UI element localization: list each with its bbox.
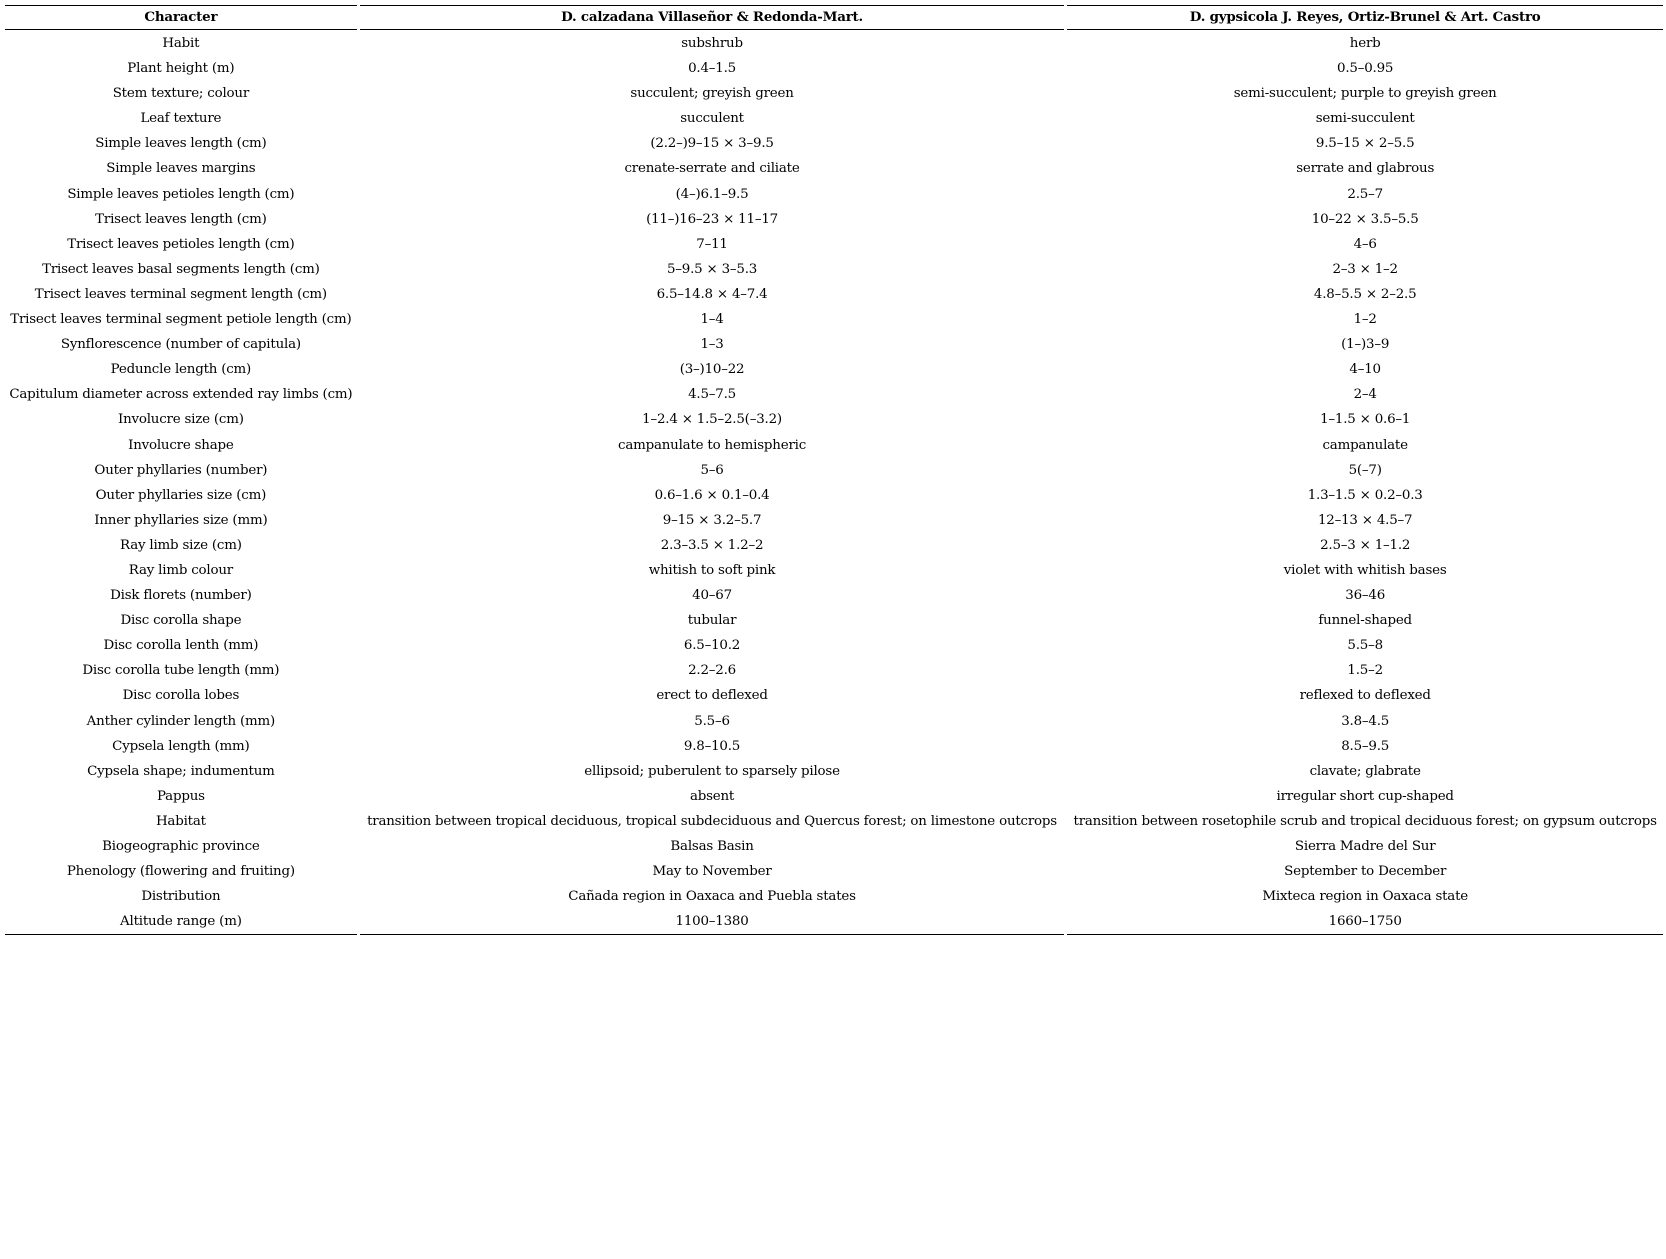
table-body bbox=[5, 30, 1663, 935]
character-cell: Trisect leaves terminal segment petiole length (cm) bbox=[10, 312, 352, 328]
character-cell: Ray limb colour bbox=[128, 562, 233, 578]
table-row bbox=[5, 784, 1663, 809]
calzadana-cell: erect to deflexed bbox=[656, 688, 768, 704]
character-cell: Disc corolla tube length (mm) bbox=[82, 663, 280, 679]
character-cell: Cypsela length (mm) bbox=[112, 738, 250, 754]
calzadana-cell: campanulate to hemispheric bbox=[618, 437, 807, 453]
calzadana-cell: 9–15 × 3.2–5.7 bbox=[662, 512, 762, 528]
gypsicola-cell: 4–10 bbox=[1349, 362, 1381, 378]
table-row bbox=[5, 658, 1663, 683]
calzadana-cell: absent bbox=[689, 788, 735, 804]
character-cell: Habitat bbox=[155, 813, 206, 829]
character-cell: Distribution bbox=[141, 889, 221, 905]
table-row bbox=[5, 759, 1663, 784]
gypsicola-cell: 12–13 × 4.5–7 bbox=[1317, 512, 1413, 528]
calzadana-cell: 7–11 bbox=[696, 236, 728, 252]
header-d-gypsicola: D. gypsicola J. Reyes, Ortiz-Brunel & Art. Castro bbox=[1067, 5, 1663, 30]
table-row bbox=[5, 683, 1663, 708]
gypsicola-cell: reflexed to deflexed bbox=[1299, 688, 1431, 704]
gypsicola-cell: (1–)3–9 bbox=[1341, 337, 1390, 353]
calzadana-cell: 5–9.5 × 3–5.3 bbox=[666, 261, 758, 277]
character-cell: Phenology (flowering and fruiting) bbox=[66, 864, 295, 880]
calzadana-cell: (11–)16–23 × 11–17 bbox=[646, 211, 778, 227]
character-cell: Involucre size (cm) bbox=[117, 412, 244, 428]
calzadana-cell: 1–3 bbox=[700, 337, 724, 353]
gypsicola-cell: Sierra Madre del Sur bbox=[1294, 839, 1436, 854]
table-row bbox=[5, 81, 1663, 106]
header-character: Character bbox=[5, 5, 357, 30]
calzadana-cell: subshrub bbox=[681, 36, 743, 51]
gypsicola-cell: transition between rosetophile scrub and tropical deciduous forest; on gypsum outcrops bbox=[1073, 813, 1657, 829]
gypsicola-cell: 1–2 bbox=[1353, 312, 1377, 328]
calzadana-cell: 5.5–6 bbox=[694, 713, 730, 729]
gypsicola-cell: 1–1.5 × 0.6–1 bbox=[1320, 412, 1411, 428]
calzadana-cell: 5–6 bbox=[700, 462, 724, 478]
gypsicola-cell: 5(–7) bbox=[1348, 462, 1382, 478]
gypsicola-cell: irregular short cup-shaped bbox=[1276, 788, 1454, 804]
gypsicola-cell: 5.5–8 bbox=[1347, 638, 1383, 654]
character-cell: Cypsela shape; indumentum bbox=[87, 763, 275, 779]
gypsicola-cell: 1.3–1.5 × 0.2–0.3 bbox=[1307, 487, 1423, 503]
gypsicola-cell: 4.8–5.5 × 2–2.5 bbox=[1313, 286, 1417, 302]
table-row bbox=[5, 834, 1663, 859]
gypsicola-cell: semi-succulent bbox=[1315, 111, 1415, 127]
table-row bbox=[5, 156, 1663, 181]
table-row bbox=[5, 709, 1663, 734]
table-row bbox=[5, 131, 1663, 156]
character-cell: Anther cylinder length (mm) bbox=[86, 713, 276, 729]
gypsicola-cell: 8.5–9.5 bbox=[1341, 738, 1390, 754]
character-cell: Trisect leaves basal segments length (cm) bbox=[42, 261, 320, 277]
gypsicola-cell: campanulate bbox=[1322, 437, 1408, 453]
calzadana-cell: (2.2–)9–15 × 3–9.5 bbox=[650, 136, 774, 152]
character-cell: Simple leaves petioles length (cm) bbox=[67, 186, 295, 202]
character-cell: Habit bbox=[162, 36, 200, 51]
character-cell: Ray limb size (cm) bbox=[120, 537, 242, 553]
calzadana-cell: (3–)10–22 bbox=[679, 362, 745, 378]
character-cell: Pappus bbox=[156, 788, 205, 804]
calzadana-cell: 1100–1380 bbox=[360, 909, 1065, 935]
character-cell: Disk florets (number) bbox=[110, 588, 252, 604]
gypsicola-cell: 36–46 bbox=[1345, 588, 1386, 604]
table-row bbox=[5, 558, 1663, 583]
character-cell: Involucre shape bbox=[128, 437, 234, 453]
table-row bbox=[5, 307, 1663, 332]
character-cell: Trisect leaves length (cm) bbox=[95, 211, 267, 227]
character-cell: Peduncle length (cm) bbox=[110, 362, 252, 378]
gypsicola-cell: 9.5–15 × 2–5.5 bbox=[1315, 136, 1415, 152]
calzadana-cell: transition between tropical deciduous, tropical subdeciduous and Quercus forest; on limestone outcrops bbox=[367, 813, 1057, 829]
table-row bbox=[5, 483, 1663, 508]
calzadana-cell: 6.5–10.2 bbox=[683, 638, 741, 654]
character-cell: Capitulum diameter across extended ray limbs (cm) bbox=[9, 387, 353, 403]
character-cell: Simple leaves margins bbox=[106, 161, 256, 177]
table-row bbox=[5, 633, 1663, 658]
character-cell: Outer phyllaries size (cm) bbox=[95, 487, 267, 503]
table-row bbox=[5, 608, 1663, 633]
calzadana-cell: 4.5–7.5 bbox=[688, 387, 736, 403]
calzadana-cell: 2.3–3.5 × 1.2–2 bbox=[660, 537, 764, 553]
header-d-calzadana: D. calzadana Villaseñor & Redonda-Mart. bbox=[360, 5, 1065, 30]
character-cell: Disc corolla lobes bbox=[122, 688, 240, 704]
table-header bbox=[5, 5, 1663, 30]
gypsicola-cell: serrate and glabrous bbox=[1296, 161, 1435, 177]
gypsicola-cell: September to December bbox=[1284, 864, 1447, 880]
character-cell: Synflorescence (number of capitula) bbox=[60, 337, 301, 353]
gypsicola-cell: herb bbox=[1349, 36, 1381, 51]
table-row bbox=[5, 106, 1663, 131]
table-row bbox=[5, 433, 1663, 458]
table-row bbox=[5, 809, 1663, 834]
gypsicola-cell: 4–6 bbox=[1353, 236, 1377, 252]
character-cell: Stem texture; colour bbox=[112, 86, 250, 102]
table-row bbox=[5, 207, 1663, 232]
character-cell: Disc corolla lenth (mm) bbox=[103, 638, 259, 654]
table-row bbox=[5, 508, 1663, 533]
header-row bbox=[5, 5, 1663, 30]
table-row bbox=[5, 734, 1663, 759]
table-row bbox=[5, 282, 1663, 307]
character-cell: Inner phyllaries size (mm) bbox=[94, 512, 268, 528]
calzadana-cell: ellipsoid; puberulent to sparsely pilose bbox=[584, 763, 840, 779]
gypsicola-cell: 0.5–0.95 bbox=[1337, 61, 1394, 77]
calzadana-cell: Balsas Basin bbox=[670, 839, 754, 854]
character-cell: Altitude range (m) bbox=[5, 909, 357, 935]
character-cell: Trisect leaves petioles length (cm) bbox=[67, 236, 295, 252]
calzadana-cell: succulent bbox=[680, 111, 744, 127]
table-row bbox=[5, 583, 1663, 608]
gypsicola-cell: 3.8–4.5 bbox=[1341, 713, 1390, 729]
gypsicola-cell: 2–3 × 1–2 bbox=[1332, 261, 1398, 277]
character-cell: Disc corolla shape bbox=[120, 613, 242, 629]
calzadana-cell: 0.4–1.5 bbox=[688, 61, 736, 77]
gypsicola-cell: 2.5–7 bbox=[1347, 186, 1383, 202]
gypsicola-cell: 2.5–3 × 1–1.2 bbox=[1320, 537, 1411, 553]
gypsicola-cell: funnel-shaped bbox=[1318, 613, 1412, 629]
table-row bbox=[5, 232, 1663, 257]
character-cell: Biogeographic province bbox=[102, 839, 260, 854]
calzadana-cell: 2.2–2.6 bbox=[688, 663, 736, 679]
gypsicola-cell: clavate; glabrate bbox=[1309, 763, 1421, 779]
table-row bbox=[5, 458, 1663, 483]
gypsicola-cell: semi-succulent; purple to greyish green bbox=[1233, 86, 1497, 102]
character-cell: Outer phyllaries (number) bbox=[94, 462, 268, 478]
calzadana-cell: 1–4 bbox=[700, 312, 724, 328]
table-row bbox=[5, 257, 1663, 282]
character-cell: Leaf texture bbox=[140, 111, 222, 127]
gypsicola-cell: 10–22 × 3.5–5.5 bbox=[1311, 211, 1419, 227]
gypsicola-cell: violet with whitish bases bbox=[1283, 562, 1447, 578]
calzadana-cell: 6.5–14.8 × 4–7.4 bbox=[656, 286, 768, 302]
calzadana-cell: May to November bbox=[652, 864, 772, 880]
table-row bbox=[5, 533, 1663, 558]
table-row bbox=[5, 182, 1663, 207]
calzadana-cell: tubular bbox=[687, 613, 737, 629]
table-row bbox=[5, 407, 1663, 432]
calzadana-cell: succulent; greyish green bbox=[630, 86, 794, 102]
calzadana-cell: crenate-serrate and ciliate bbox=[624, 161, 800, 177]
gypsicola-cell: Mixteca region in Oaxaca state bbox=[1262, 889, 1468, 905]
species-comparison-table bbox=[2, 5, 1666, 935]
gypsicola-cell: 2–4 bbox=[1353, 387, 1377, 403]
gypsicola-cell: 1660–1750 bbox=[1067, 909, 1663, 935]
table-row bbox=[5, 332, 1663, 357]
table-row bbox=[5, 30, 1663, 56]
calzadana-cell: (4–)6.1–9.5 bbox=[675, 186, 749, 202]
calzadana-cell: whitish to soft pink bbox=[648, 562, 776, 578]
gypsicola-cell: 1.5–2 bbox=[1347, 663, 1383, 679]
calzadana-cell: Cañada region in Oaxaca and Puebla states bbox=[568, 889, 856, 905]
character-cell: Trisect leaves terminal segment length (cm) bbox=[34, 286, 327, 302]
table-row bbox=[5, 56, 1663, 81]
table-row bbox=[5, 884, 1663, 909]
calzadana-cell: 40–67 bbox=[692, 588, 732, 604]
table-row bbox=[5, 382, 1663, 407]
character-cell: Plant height (m) bbox=[127, 61, 235, 77]
table-row bbox=[5, 357, 1663, 382]
calzadana-cell: 9.8–10.5 bbox=[683, 738, 741, 754]
table-row bbox=[5, 859, 1663, 884]
calzadana-cell: 0.6–1.6 × 0.1–0.4 bbox=[654, 487, 770, 503]
character-cell: Simple leaves length (cm) bbox=[95, 136, 267, 152]
table-row bbox=[5, 909, 1663, 935]
calzadana-cell: 1–2.4 × 1.5–2.5(–3.2) bbox=[642, 412, 782, 428]
